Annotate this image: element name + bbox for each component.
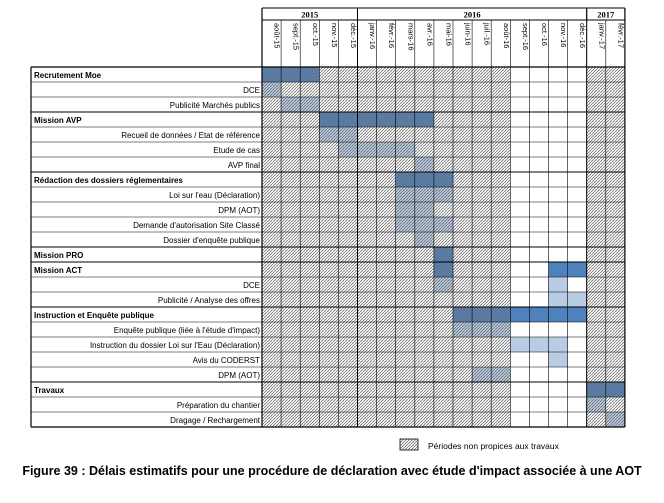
- section-label: Mission PRO: [34, 251, 84, 260]
- year-label: 2015: [301, 9, 319, 20]
- schedule-cell: [529, 307, 548, 322]
- section-label: Mission ACT: [34, 266, 83, 275]
- task-label: Préparation du chantier: [176, 401, 260, 410]
- month-label: sept.-15: [291, 23, 301, 51]
- month-label: juin-16: [463, 23, 473, 46]
- schedule-cell: [529, 337, 548, 352]
- task-label: Publicité Marchés publics: [169, 101, 260, 110]
- month-label: févr.-17: [616, 23, 626, 49]
- section-label: Mission AVP: [34, 116, 82, 125]
- section-label: Travaux: [34, 386, 65, 395]
- month-label: avr.-16: [425, 23, 435, 46]
- month-label: mai-16: [444, 23, 454, 46]
- figure-caption: Figure 39 : Délais estimatifs pour une procédure de déclaration avec étude d'impact associée à une AOT: [22, 464, 642, 478]
- task-label: Demande d'autorisation Site Classé: [133, 221, 260, 230]
- month-label: févr.-16: [387, 23, 397, 49]
- schedule-cell: [549, 307, 568, 322]
- schedule-cell: [568, 292, 587, 307]
- month-label: janv.-17: [597, 23, 607, 50]
- month-label: déc.-15: [348, 23, 358, 49]
- task-label: DPM (AOT): [218, 371, 260, 380]
- month-label: janv.-16: [368, 23, 378, 50]
- section-label: Instruction et Enquête publique: [34, 311, 154, 320]
- schedule-cell: [549, 292, 568, 307]
- task-label: DCE: [243, 281, 260, 290]
- month-label: sept.-16: [520, 23, 530, 51]
- task-label: DCE: [243, 86, 260, 95]
- year-label: 2016: [463, 9, 481, 20]
- schedule-cell: [510, 307, 529, 322]
- month-label: nov.-16: [559, 23, 569, 48]
- legend-label: Périodes non propices aux travaux: [428, 441, 559, 451]
- task-label: Publicité / Analyse des offres: [157, 296, 260, 305]
- schedule-cell: [510, 337, 529, 352]
- month-label: août-16: [501, 23, 511, 49]
- schedule-cell: [549, 337, 568, 352]
- legend-hatch-swatch: [400, 439, 418, 450]
- month-label: mars-16: [406, 23, 416, 51]
- month-label: déc.-16: [578, 23, 588, 49]
- section-label: Rédaction des dossiers réglementaires: [34, 176, 183, 185]
- schedule-cell: [568, 307, 587, 322]
- month-label: nov.-15: [329, 23, 339, 48]
- month-label: juil.-16: [482, 23, 492, 46]
- section-label: Recrutement Moe: [34, 71, 102, 80]
- task-label: DPM (AOT): [218, 206, 260, 215]
- task-label: Dossier d'enquête publique: [163, 236, 260, 245]
- task-label: Loi sur l'eau (Déclaration): [169, 191, 260, 200]
- task-label: Etude de cas: [213, 146, 260, 155]
- schedule-cell: [549, 262, 568, 277]
- task-label: Dragage / Rechargement: [170, 416, 260, 425]
- legend: [400, 439, 560, 451]
- schedule-cell: [568, 262, 587, 277]
- schedule-cell: [549, 277, 568, 292]
- month-label: oct.-16: [539, 23, 549, 46]
- task-label: Instruction du dossier Loi sur l'Eau (Déclaration): [89, 341, 260, 350]
- year-label: 2017: [597, 9, 615, 20]
- task-label: AVP final: [227, 161, 260, 170]
- month-label: août-15: [272, 23, 282, 49]
- task-label: Avis du CODERST: [192, 356, 260, 365]
- task-label: Enquête publique (liée à l'étude d'impact): [113, 326, 260, 335]
- month-label: oct.-15: [310, 23, 320, 46]
- task-label: Recueil de données / Etat de référence: [121, 131, 260, 140]
- schedule-cell: [549, 352, 568, 367]
